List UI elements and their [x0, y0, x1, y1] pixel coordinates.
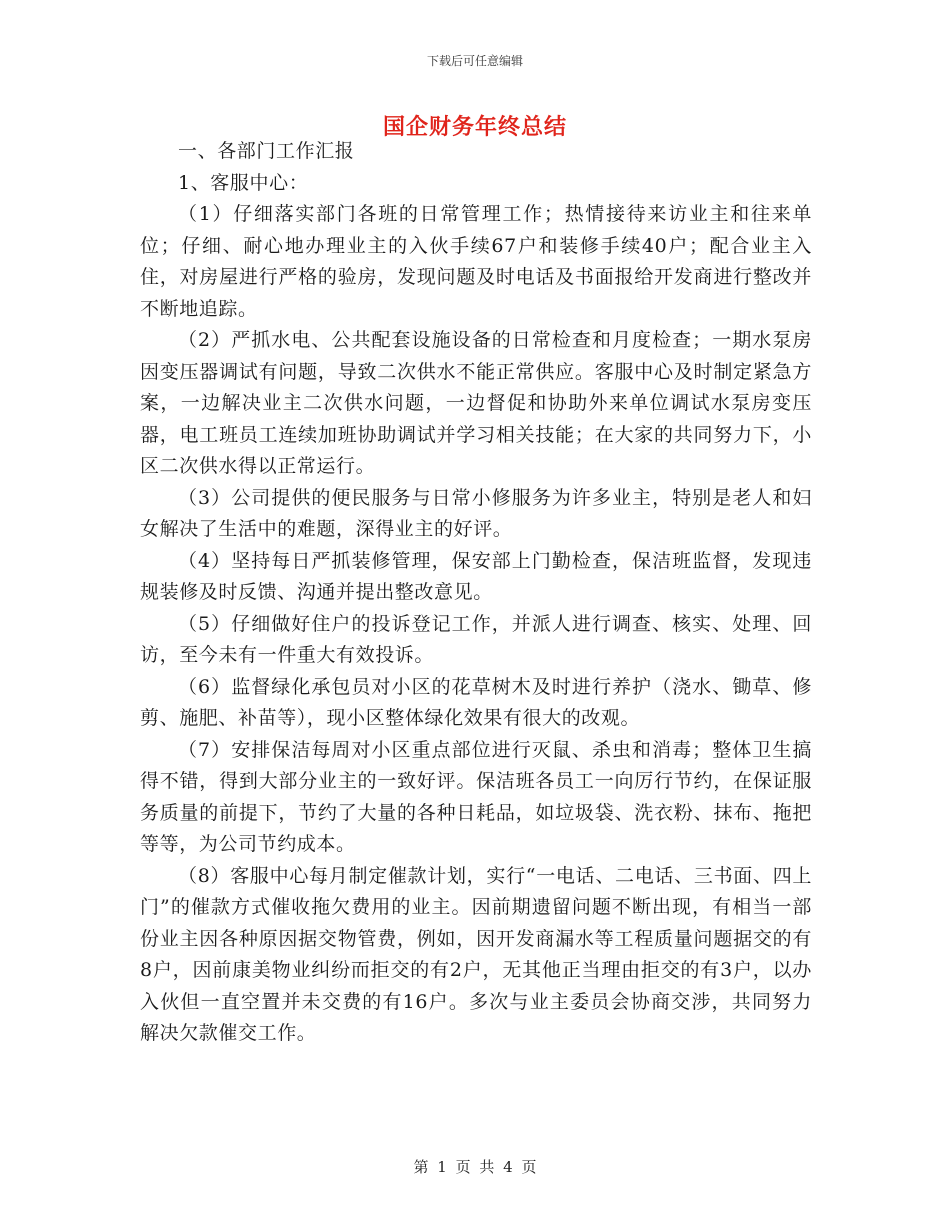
document-title: 国企财务年终总结: [382, 114, 567, 140]
section-heading: 一、各部门工作汇报: [178, 140, 355, 162]
document-body: [140, 136, 812, 1050]
paragraph-6: （6）监督绿化承包员对小区的花草树木及时进行养护（浇水、锄草、修剪、施肥、补苗等），现小区整体绿化效果有很大的改观。: [140, 675, 812, 729]
subsection-heading: 1、客服中心：: [178, 171, 309, 194]
page-indicator: 第 1 页 共 4 页: [413, 1158, 537, 1176]
header-note: 下载后可任意编辑: [426, 54, 523, 68]
paragraph-3: （3）公司提供的便民服务与日常小修服务为许多业主，特别是老人和妇女解决了生活中的难题，深得业主的好评。: [140, 486, 812, 540]
paragraph-1: （1）仔细落实部门各班的日常管理工作；热情接待来访业主和往来单位；仔细、耐心地办理业主的入伙手续67户和装修手续40户；配合业主入住，对房屋进行严格的验房，发现问题及时电话及书面报给开发商进行整改并不断地追踪。: [140, 203, 812, 320]
paragraph-8: （8）客服中心每月制定催款计划，实行“一电话、二电话、三书面、四上门”的催款方式催收拖欠费用的业主。因前期遗留问题不断出现，有相当一部份业主因各种原因据交物管费，例如，因开发商漏水等工程质量问题据交的有8户，因前康美物业纠纷而拒交的有2户，无其他正当理由拒交的有3户，以办入伙但一直空置并未交费的有16户。多次与业主委员会协商交涉，共同努力解决欠款催交工作。: [140, 864, 812, 1044]
paragraph-7: （7）安排保洁每周对小区重点部位进行灭鼠、杀虫和消毒；整体卫生搞得不错，得到大部分业主的一致好评。保洁班各员工一向厉行节约，在保证服务质量的前提下，节约了大量的各种日耗品，如垃圾袋、洗衣粉、抹布、拖把等等，为公司节约成本。: [140, 738, 812, 855]
paragraph-4: （4）坚持每日严抓装修管理，保安部上门勤检查，保洁班监督，发现违规装修及时反馈、沟通并提出整改意见。: [140, 549, 812, 603]
paragraph-5: （5）仔细做好住户的投诉登记工作，并派人进行调查、核实、处理、回访，至今未有一件重大有效投诉。: [140, 612, 812, 666]
paragraph-2: （2）严抓水电、公共配套设施设备的日常检查和月度检查；一期水泵房因变压器调试有问题，导致二次供水不能正常供应。客服中心及时制定紧急方案，一边解决业主二次供水问题，一边督促和协助外来单位调试水泵房变压器，电工班员工连续加班协助调试并学习相关技能；在大家的共同努力下，小区二次供水得以正常运行。: [140, 329, 812, 477]
